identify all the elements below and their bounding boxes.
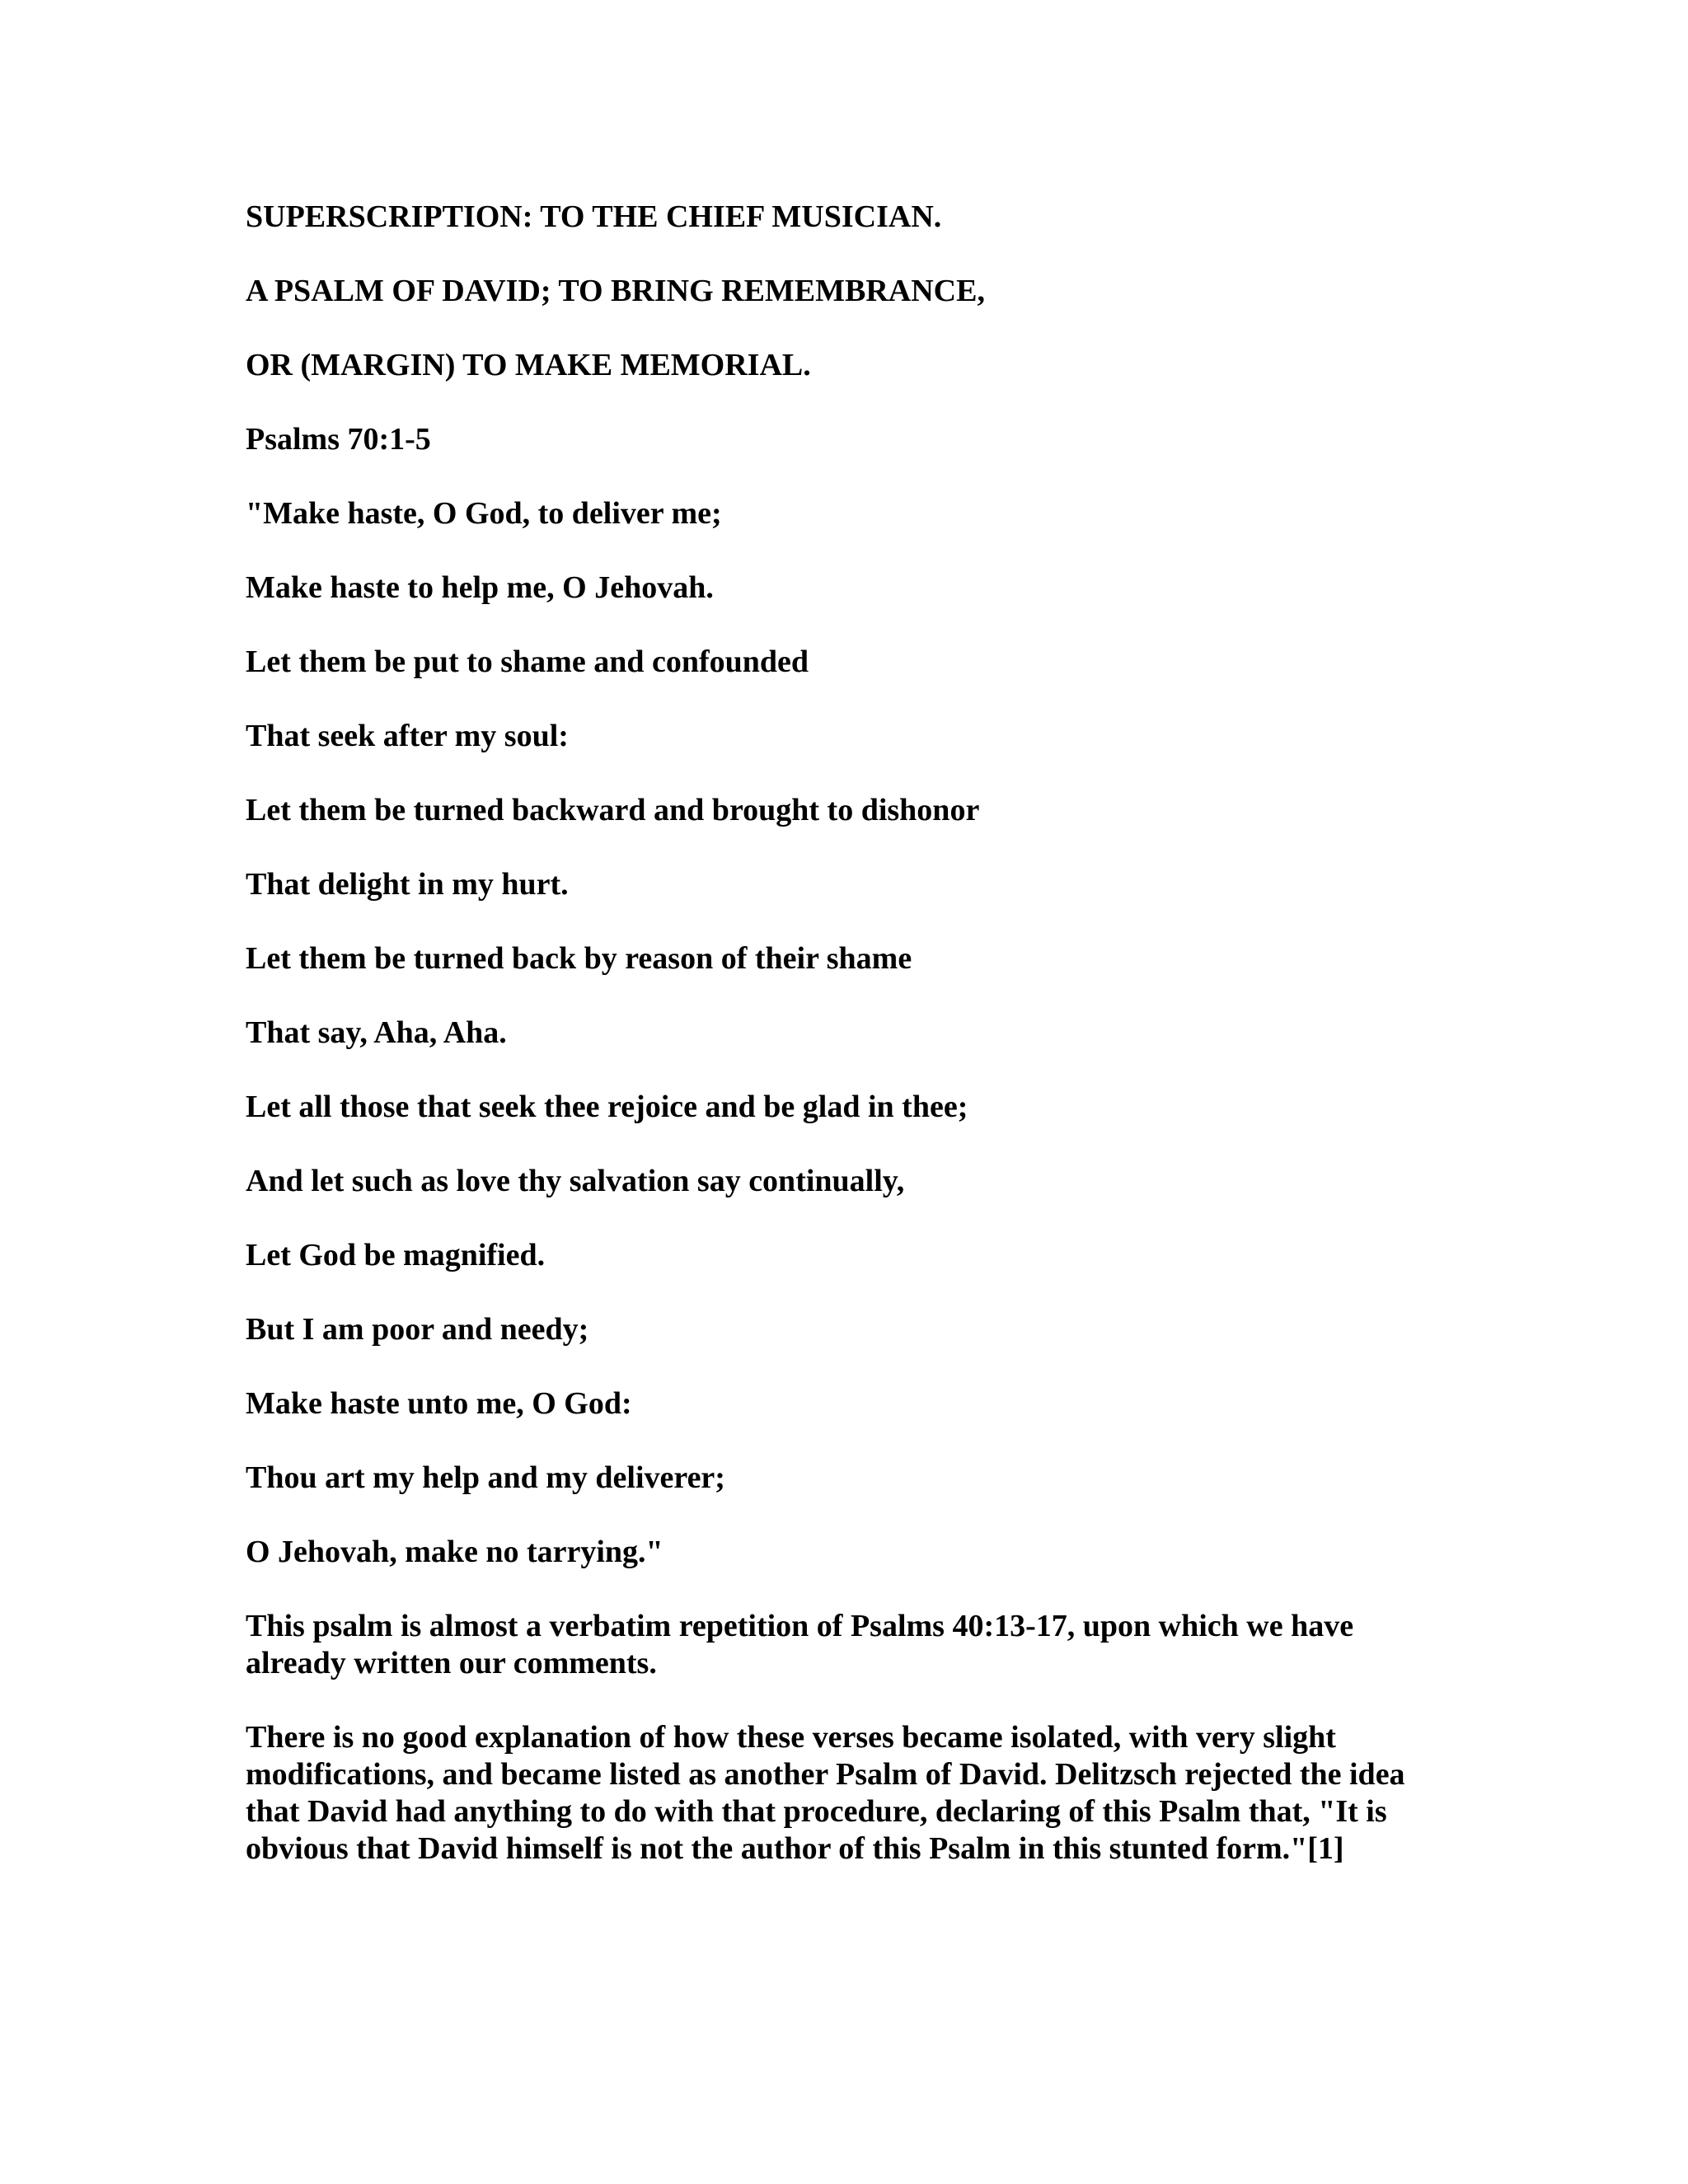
verse-line: That seek after my soul: (246, 719, 569, 753)
verse-line: That say, Aha, Aha. (246, 1015, 507, 1050)
verse-line: But I am poor and needy; (246, 1312, 589, 1347)
verse-line: And let such as love thy salvation say continually, (246, 1164, 905, 1198)
verse-line: Let all those that seek thee rejoice and be glad in thee; (246, 1090, 968, 1124)
verse-line: Make haste unto me, O God: (246, 1386, 632, 1421)
verse-line: Let them be turned back by reason of their shame (246, 941, 912, 976)
commentary-paragraph-2: There is no good explanation of how these verses became isolated, with very slight modifications, and became listed as another Psalm of David. Delitzsch rejected the idea that David had anything to do with that procedure, declaring of this Psalm that, "It is obvious that David himself is not the author of this Psalm in this stunted form."[1] (246, 1720, 1405, 1866)
superscription-line-2: A PSALM OF DAVID; TO BRING REMEMBRANCE, (246, 274, 985, 308)
verse-line: Thou art my help and my deliverer; (246, 1460, 725, 1495)
verse-line: That delight in my hurt. (246, 867, 569, 902)
superscription-line-3: OR (MARGIN) TO MAKE MEMORIAL. (246, 348, 811, 382)
verse-line: "Make haste, O God, to deliver me; (246, 496, 722, 531)
verse-line: Let God be magnified. (246, 1238, 546, 1272)
superscription-line-1: SUPERSCRIPTION: TO THE CHIEF MUSICIAN. (246, 199, 942, 234)
verse-line: Make haste to help me, O Jehovah. (246, 570, 714, 605)
verse-line: Let them be put to shame and confounded (246, 644, 809, 679)
verse-line: O Jehovah, make no tarrying." (246, 1535, 663, 1569)
commentary-paragraph-1: This psalm is almost a verbatim repetition of Psalms 40:13-17, upon which we have already written our comments. (246, 1609, 1354, 1680)
verse-line: Let them be turned backward and brought to dishonor (246, 793, 980, 827)
scripture-reference: Psalms 70:1-5 (246, 422, 431, 457)
